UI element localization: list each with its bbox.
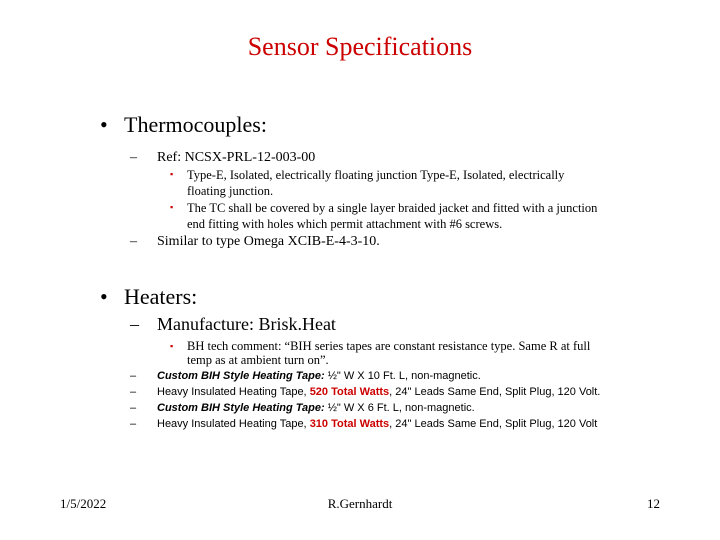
subitem-1-line2: floating junction. bbox=[187, 184, 274, 198]
product-1-rest: ½" W X 10 Ft. L, non-magnetic. bbox=[324, 370, 481, 382]
product-3-rest: ½" W X 6 Ft. L, non-magnetic. bbox=[324, 402, 475, 414]
comment-line2: temp as at ambient turn on”. bbox=[187, 353, 329, 367]
product-4-post: , 24" Leads Same End, Split Plug, 120 Volt bbox=[389, 418, 598, 430]
product-2-post: , 24" Leads Same End, Split Plug, 120 Volt. bbox=[389, 386, 601, 398]
subitem-2-line2: end fitting with holes which permit attachment with #6 screws. bbox=[187, 217, 503, 231]
product-2-pre: Heavy Insulated Heating Tape, bbox=[157, 386, 310, 398]
ref-text: Ref: NCSX-PRL-12-003-00 bbox=[157, 150, 316, 165]
product-4-pre: Heavy Insulated Heating Tape, bbox=[157, 418, 310, 430]
product-1-dash: – bbox=[130, 370, 137, 382]
ref-dash: – bbox=[130, 150, 137, 165]
product-1 bbox=[157, 370, 481, 382]
heaters-bullet: • bbox=[100, 284, 108, 309]
product-1-lead: Custom BIH Style Heating Tape: bbox=[157, 370, 325, 382]
footer-author: R.Gernhardt bbox=[327, 496, 393, 511]
similar-dash: – bbox=[130, 234, 137, 249]
heaters-heading: Heaters: bbox=[124, 284, 198, 309]
product-3-dash: – bbox=[130, 402, 137, 414]
subitem-marker-2: ▪ bbox=[170, 202, 174, 212]
subitem-marker-1: ▪ bbox=[170, 169, 174, 179]
product-2-dash: – bbox=[130, 386, 137, 398]
slide-title: Sensor Specifications bbox=[247, 32, 473, 61]
subitem-1-line1: Type-E, Isolated, electrically floating junction Type-E, Isolated, electrically bbox=[187, 168, 565, 182]
comment-marker: ▪ bbox=[170, 341, 174, 351]
product-2-watts: 520 Total Watts bbox=[309, 386, 390, 398]
product-3 bbox=[157, 402, 475, 414]
product-4-watts: 310 Total Watts bbox=[309, 418, 390, 430]
similar-text: Similar to type Omega XCIB-E-4-3-10. bbox=[157, 234, 380, 249]
product-4 bbox=[157, 418, 597, 430]
manufacturer-dash: – bbox=[130, 314, 139, 334]
thermocouples-heading: Thermocouples: bbox=[124, 112, 267, 137]
comment-line1: BH tech comment: “BIH series tapes are constant resistance type. Same R at full bbox=[187, 339, 591, 353]
thermocouples-bullet: • bbox=[100, 112, 108, 137]
product-3-lead: Custom BIH Style Heating Tape: bbox=[157, 402, 325, 414]
footer-date: 1/5/2022 bbox=[60, 496, 107, 511]
subitem-2-line1: The TC shall be covered by a single layer braided jacket and fitted with a junction bbox=[187, 201, 598, 215]
product-4-dash: – bbox=[130, 418, 137, 430]
product-2 bbox=[157, 386, 600, 398]
manufacturer-text: Manufacture: Brisk.Heat bbox=[157, 314, 336, 334]
footer-page-number: 12 bbox=[647, 496, 660, 511]
